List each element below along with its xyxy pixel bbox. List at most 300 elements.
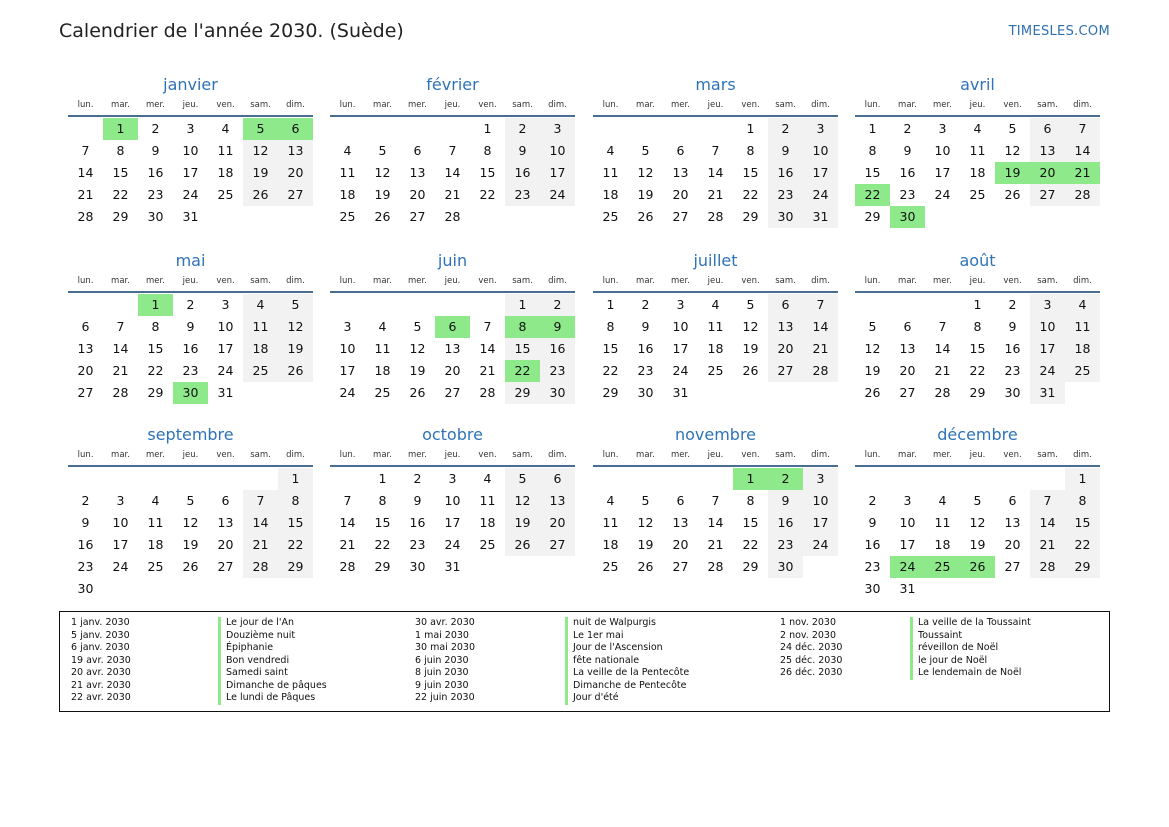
day-cell: 21: [112, 363, 129, 378]
weekday-label: lun.: [602, 276, 619, 286]
weekday-label: lun.: [77, 450, 94, 460]
weekday-label: dim.: [548, 276, 567, 286]
day-cell: 27: [899, 385, 916, 400]
weekday-label: dim.: [811, 276, 830, 286]
day-cell: 14: [112, 341, 129, 356]
weekday-label: mer.: [671, 450, 690, 460]
day-cell: 19: [969, 537, 986, 552]
weekday-label: jeu.: [969, 100, 986, 110]
day-cell: 4: [343, 143, 352, 158]
holiday-name: Le lendemain de Noël: [910, 667, 1031, 680]
day-cell: 16: [1004, 341, 1021, 356]
day-cell: 2: [1008, 297, 1017, 312]
weekday-header: [855, 272, 1100, 293]
day-cell: 11: [147, 515, 164, 530]
day-cell: 19: [182, 537, 199, 552]
day-cell: 13: [672, 165, 689, 180]
day-cell: 3: [803, 118, 838, 140]
day-cell: 1: [483, 121, 492, 136]
day-cell: 15: [374, 515, 391, 530]
day-cell: 29: [742, 559, 759, 574]
holiday-day-cell: 22: [855, 184, 890, 206]
day-cell: 17: [217, 341, 234, 356]
day-cell: 8: [116, 143, 125, 158]
day-cell: 28: [479, 385, 496, 400]
day-cell: 8: [606, 319, 615, 334]
day-cell: 9: [768, 140, 803, 162]
weekday-header: [855, 96, 1100, 117]
weekday-label: mar.: [898, 450, 917, 460]
day-cell: 22: [602, 363, 619, 378]
day-cell: 3: [540, 118, 575, 140]
weekday-header: [68, 272, 313, 293]
day-cell: 2: [868, 493, 877, 508]
day-cell: 28: [1065, 184, 1100, 206]
day-cell: 22: [374, 537, 391, 552]
day-cell: 8: [151, 319, 160, 334]
day-cell: 16: [768, 512, 803, 534]
weekday-label: ven.: [741, 100, 760, 110]
day-cell: 26: [374, 209, 391, 224]
day-cell: 6: [81, 319, 90, 334]
holiday-date-column: [415, 617, 475, 705]
day-cell: 21: [803, 338, 838, 360]
day-cell: 24: [934, 187, 951, 202]
day-cell: 19: [864, 363, 881, 378]
day-cell: 20: [768, 338, 803, 360]
day-cell: 25: [479, 537, 496, 552]
day-cell: 7: [803, 294, 838, 316]
day-cell: 20: [409, 187, 426, 202]
day-cell: 3: [448, 471, 457, 486]
day-cell: 30: [409, 559, 426, 574]
weekday-label: sam.: [775, 450, 796, 460]
weekday-label: mar.: [373, 100, 392, 110]
holiday-day-cell: 1: [138, 294, 173, 316]
day-cell: 5: [413, 319, 422, 334]
day-cell: 28: [112, 385, 129, 400]
weekday-label: dim.: [811, 100, 830, 110]
day-cell: 7: [448, 143, 457, 158]
month-name: août: [959, 251, 996, 270]
day-cell: 21: [707, 537, 724, 552]
day-cell: 21: [479, 363, 496, 378]
weekday-label: lun.: [77, 100, 94, 110]
holiday-day-cell: 6: [435, 316, 470, 338]
holiday-date-column: [780, 617, 842, 680]
day-cell: 19: [374, 187, 391, 202]
day-grid: [855, 293, 1100, 403]
day-cell: 17: [339, 363, 356, 378]
day-cell: 26: [1004, 187, 1021, 202]
holiday-name: fête nationale: [565, 655, 689, 668]
month-name: février: [426, 75, 479, 94]
weekday-label: jeu.: [707, 100, 724, 110]
day-cell: 27: [540, 534, 575, 556]
day-cell: 5: [641, 493, 650, 508]
day-cell: 22: [112, 187, 129, 202]
weekday-label: dim.: [1073, 276, 1092, 286]
day-cell: 10: [1030, 316, 1065, 338]
day-cell: 4: [606, 493, 615, 508]
day-cell: 10: [112, 515, 129, 530]
day-cell: 3: [186, 121, 195, 136]
holiday-date: 22 avr. 2030: [71, 692, 131, 703]
day-cell: 2: [81, 493, 90, 508]
holiday-name: nuit de Walpurgis: [565, 617, 689, 630]
day-cell: 4: [243, 294, 278, 316]
day-cell: 5: [278, 294, 313, 316]
day-cell: 26: [637, 559, 654, 574]
day-cell: 30: [637, 385, 654, 400]
weekday-label: mar.: [898, 100, 917, 110]
day-cell: 3: [1030, 294, 1065, 316]
day-cell: 27: [768, 360, 803, 382]
day-cell: 21: [243, 534, 278, 556]
day-cell: 11: [934, 515, 951, 530]
weekday-label: mar.: [636, 100, 655, 110]
day-cell: 9: [505, 140, 540, 162]
day-cell: 21: [339, 537, 356, 552]
holiday-day-cell: 8: [505, 316, 540, 338]
weekday-label: mer.: [408, 100, 427, 110]
day-cell: 15: [602, 341, 619, 356]
day-cell: 28: [444, 209, 461, 224]
day-cell: 11: [339, 165, 356, 180]
weekday-label: sam.: [250, 276, 271, 286]
day-cell: 25: [1065, 360, 1100, 382]
day-grid: [855, 467, 1100, 596]
holiday-name-column: [565, 617, 689, 705]
holiday-date: 8 juin 2030: [415, 667, 469, 678]
day-cell: 23: [182, 363, 199, 378]
day-cell: 28: [1030, 556, 1065, 578]
day-cell: 23: [1004, 363, 1021, 378]
holiday-date: 26 déc. 2030: [780, 667, 843, 678]
day-cell: 25: [339, 209, 356, 224]
day-cell: 29: [1065, 556, 1100, 578]
day-cell: 30: [864, 581, 881, 596]
day-cell: 15: [969, 341, 986, 356]
day-cell: 17: [803, 512, 838, 534]
holiday-name: Épiphanie: [218, 642, 327, 655]
day-cell: 3: [803, 468, 838, 490]
weekday-label: dim.: [1073, 100, 1092, 110]
day-cell: 4: [1065, 294, 1100, 316]
day-cell: 20: [540, 512, 575, 534]
day-cell: 10: [672, 319, 689, 334]
day-cell: 19: [243, 162, 278, 184]
day-cell: 16: [409, 515, 426, 530]
holiday-day-cell: 1: [733, 468, 768, 490]
day-cell: 10: [934, 143, 951, 158]
day-cell: 7: [938, 319, 947, 334]
month-block: [68, 424, 313, 596]
holiday-date: 30 mai 2030: [415, 642, 476, 653]
day-cell: 11: [602, 165, 619, 180]
day-cell: 4: [973, 121, 982, 136]
day-cell: 3: [676, 297, 685, 312]
weekday-label: mer.: [408, 276, 427, 286]
weekday-label: mer.: [933, 100, 952, 110]
day-cell: 6: [768, 294, 803, 316]
day-cell: 3: [116, 493, 125, 508]
day-cell: 14: [707, 515, 724, 530]
day-cell: 16: [864, 537, 881, 552]
day-cell: 2: [413, 471, 422, 486]
day-cell: 23: [637, 363, 654, 378]
weekday-label: lun.: [339, 276, 356, 286]
holiday-day-cell: 24: [890, 556, 925, 578]
day-cell: 9: [768, 490, 803, 512]
weekday-label: lun.: [864, 276, 881, 286]
day-cell: 30: [1004, 385, 1021, 400]
day-cell: 24: [803, 184, 838, 206]
day-cell: 19: [637, 537, 654, 552]
day-grid: [855, 117, 1100, 227]
day-cell: 11: [1065, 316, 1100, 338]
day-cell: 13: [444, 341, 461, 356]
holiday-day-cell: 21: [1065, 162, 1100, 184]
day-cell: 6: [413, 143, 422, 158]
day-cell: 30: [77, 581, 94, 596]
day-cell: 22: [479, 187, 496, 202]
day-cell: 28: [934, 385, 951, 400]
day-cell: 27: [672, 209, 689, 224]
holiday-name: Le jour de l'An: [218, 617, 327, 630]
holiday-day-cell: 2: [768, 468, 803, 490]
day-cell: 14: [707, 165, 724, 180]
weekday-label: ven.: [741, 276, 760, 286]
holiday-date: 1 janv. 2030: [71, 617, 130, 628]
day-cell: 7: [116, 319, 125, 334]
day-cell: 11: [217, 143, 234, 158]
weekday-label: sam.: [1037, 276, 1058, 286]
day-grid: [68, 467, 313, 596]
day-cell: 30: [147, 209, 164, 224]
holiday-day-cell: 19: [995, 162, 1030, 184]
day-cell: 2: [151, 121, 160, 136]
day-cell: 8: [868, 143, 877, 158]
day-cell: 29: [374, 559, 391, 574]
day-cell: 20: [77, 363, 94, 378]
day-cell: 31: [803, 206, 838, 228]
day-cell: 18: [479, 515, 496, 530]
weekday-label: lun.: [602, 450, 619, 460]
month-name: juin: [437, 251, 468, 270]
day-cell: 13: [1004, 515, 1021, 530]
holiday-date: 9 juin 2030: [415, 679, 469, 691]
day-cell: 17: [540, 162, 575, 184]
day-cell: 5: [868, 319, 877, 334]
day-cell: 27: [77, 385, 94, 400]
day-cell: 29: [278, 556, 313, 578]
day-cell: 15: [742, 165, 759, 180]
weekday-label: jeu.: [444, 450, 461, 460]
day-cell: 1: [278, 468, 313, 490]
weekday-header: [330, 446, 575, 467]
day-cell: 18: [147, 537, 164, 552]
day-cell: 24: [672, 363, 689, 378]
day-cell: 24: [540, 184, 575, 206]
day-cell: 15: [278, 512, 313, 534]
day-cell: 7: [343, 493, 352, 508]
holiday-date: 6 juin 2030: [415, 654, 469, 666]
day-cell: 5: [973, 493, 982, 508]
day-cell: 13: [768, 316, 803, 338]
day-cell: 18: [1065, 338, 1100, 360]
day-cell: 1: [746, 121, 755, 136]
day-cell: 26: [742, 363, 759, 378]
day-cell: 16: [147, 165, 164, 180]
day-cell: 17: [444, 515, 461, 530]
month-block: [68, 74, 313, 227]
day-cell: 1: [606, 297, 615, 312]
day-cell: 31: [217, 385, 234, 400]
weekday-label: lun.: [339, 100, 356, 110]
holiday-name: Jour d'été: [565, 692, 689, 705]
month-block: [330, 74, 575, 227]
day-cell: 13: [1030, 140, 1065, 162]
day-cell: 13: [672, 515, 689, 530]
day-cell: 17: [672, 341, 689, 356]
day-cell: 24: [217, 363, 234, 378]
holiday-day-cell: 1: [103, 118, 138, 140]
weekday-label: mar.: [636, 450, 655, 460]
holiday-day-cell: 25: [925, 556, 960, 578]
day-cell: 29: [112, 209, 129, 224]
day-cell: 24: [182, 187, 199, 202]
holiday-name-column: [218, 617, 327, 705]
site-link[interactable]: TIMESLES.COM: [1008, 24, 1110, 39]
weekday-label: dim.: [811, 450, 830, 460]
day-grid: [330, 467, 575, 577]
day-cell: 25: [602, 559, 619, 574]
day-cell: 21: [1030, 534, 1065, 556]
holiday-name: Dimanche de pâques: [218, 680, 327, 693]
day-cell: 21: [934, 363, 951, 378]
month-block: [593, 250, 838, 403]
day-cell: 10: [899, 515, 916, 530]
day-cell: 22: [742, 187, 759, 202]
weekday-label: jeu.: [969, 450, 986, 460]
day-cell: 15: [479, 165, 496, 180]
weekday-label: jeu.: [707, 276, 724, 286]
day-cell: 12: [278, 316, 313, 338]
day-cell: 31: [672, 385, 689, 400]
day-cell: 14: [339, 515, 356, 530]
day-cell: 17: [803, 162, 838, 184]
day-cell: 26: [505, 534, 540, 556]
day-cell: 14: [77, 165, 94, 180]
holiday-day-cell: 5: [243, 118, 278, 140]
day-cell: 17: [934, 165, 951, 180]
holiday-day-cell: 20: [1030, 162, 1065, 184]
day-cell: 14: [803, 316, 838, 338]
day-cell: 26: [278, 360, 313, 382]
day-cell: 20: [1004, 537, 1021, 552]
holiday-name-column: [910, 617, 1031, 680]
holiday-date: 2 nov. 2030: [780, 629, 836, 641]
holiday-day-cell: 6: [278, 118, 313, 140]
day-cell: 1: [378, 471, 387, 486]
holiday-name: Toussaint: [910, 630, 1031, 643]
weekday-label: dim.: [1073, 450, 1092, 460]
day-cell: 23: [768, 184, 803, 206]
day-cell: 15: [742, 515, 759, 530]
weekday-label: ven.: [1003, 100, 1022, 110]
day-cell: 6: [1008, 493, 1017, 508]
day-cell: 21: [707, 187, 724, 202]
day-cell: 28: [707, 209, 724, 224]
day-cell: 9: [903, 143, 912, 158]
day-grid: [330, 117, 575, 227]
day-cell: 24: [444, 537, 461, 552]
day-cell: 3: [938, 121, 947, 136]
day-cell: 12: [969, 515, 986, 530]
calendar-grid: [68, 74, 1102, 604]
holiday-name: Douzième nuit: [218, 630, 327, 643]
day-cell: 26: [864, 385, 881, 400]
weekday-label: mer.: [933, 450, 952, 460]
holiday-date: 20 avr. 2030: [71, 667, 131, 678]
day-cell: 11: [707, 319, 724, 334]
day-cell: 4: [483, 471, 492, 486]
holiday-day-cell: 22: [505, 360, 540, 382]
weekday-header: [593, 96, 838, 117]
weekday-label: jeu.: [182, 450, 199, 460]
day-grid: [68, 117, 313, 227]
day-cell: 9: [151, 143, 160, 158]
holiday-name: Bon vendredi: [218, 655, 327, 668]
day-cell: 7: [1030, 490, 1065, 512]
weekday-label: lun.: [339, 450, 356, 460]
day-cell: 19: [505, 512, 540, 534]
day-cell: 12: [1004, 143, 1021, 158]
weekday-label: ven.: [216, 276, 235, 286]
day-cell: 27: [1004, 559, 1021, 574]
day-cell: 20: [899, 363, 916, 378]
day-cell: 13: [409, 165, 426, 180]
day-cell: 13: [540, 490, 575, 512]
day-cell: 18: [602, 187, 619, 202]
holiday-day-cell: 9: [540, 316, 575, 338]
day-cell: 16: [77, 537, 94, 552]
day-cell: 21: [444, 187, 461, 202]
day-cell: 1: [868, 121, 877, 136]
day-cell: 10: [540, 140, 575, 162]
day-cell: 17: [182, 165, 199, 180]
day-cell: 7: [711, 143, 720, 158]
day-cell: 19: [637, 187, 654, 202]
holiday-day-cell: 30: [890, 206, 925, 228]
weekday-label: dim.: [286, 276, 305, 286]
holiday-name: Le lundi de Pâques: [218, 692, 327, 705]
holiday-date: 1 mai 2030: [415, 629, 469, 641]
weekday-label: ven.: [1003, 450, 1022, 460]
weekday-label: sam.: [250, 450, 271, 460]
day-cell: 13: [899, 341, 916, 356]
weekday-label: ven.: [741, 450, 760, 460]
day-grid: [593, 293, 838, 403]
day-cell: 17: [112, 537, 129, 552]
day-cell: 2: [768, 118, 803, 140]
holiday-date: 21 avr. 2030: [71, 679, 131, 691]
day-cell: 15: [864, 165, 881, 180]
day-cell: 10: [803, 140, 838, 162]
day-cell: 27: [409, 209, 426, 224]
day-cell: 23: [147, 187, 164, 202]
